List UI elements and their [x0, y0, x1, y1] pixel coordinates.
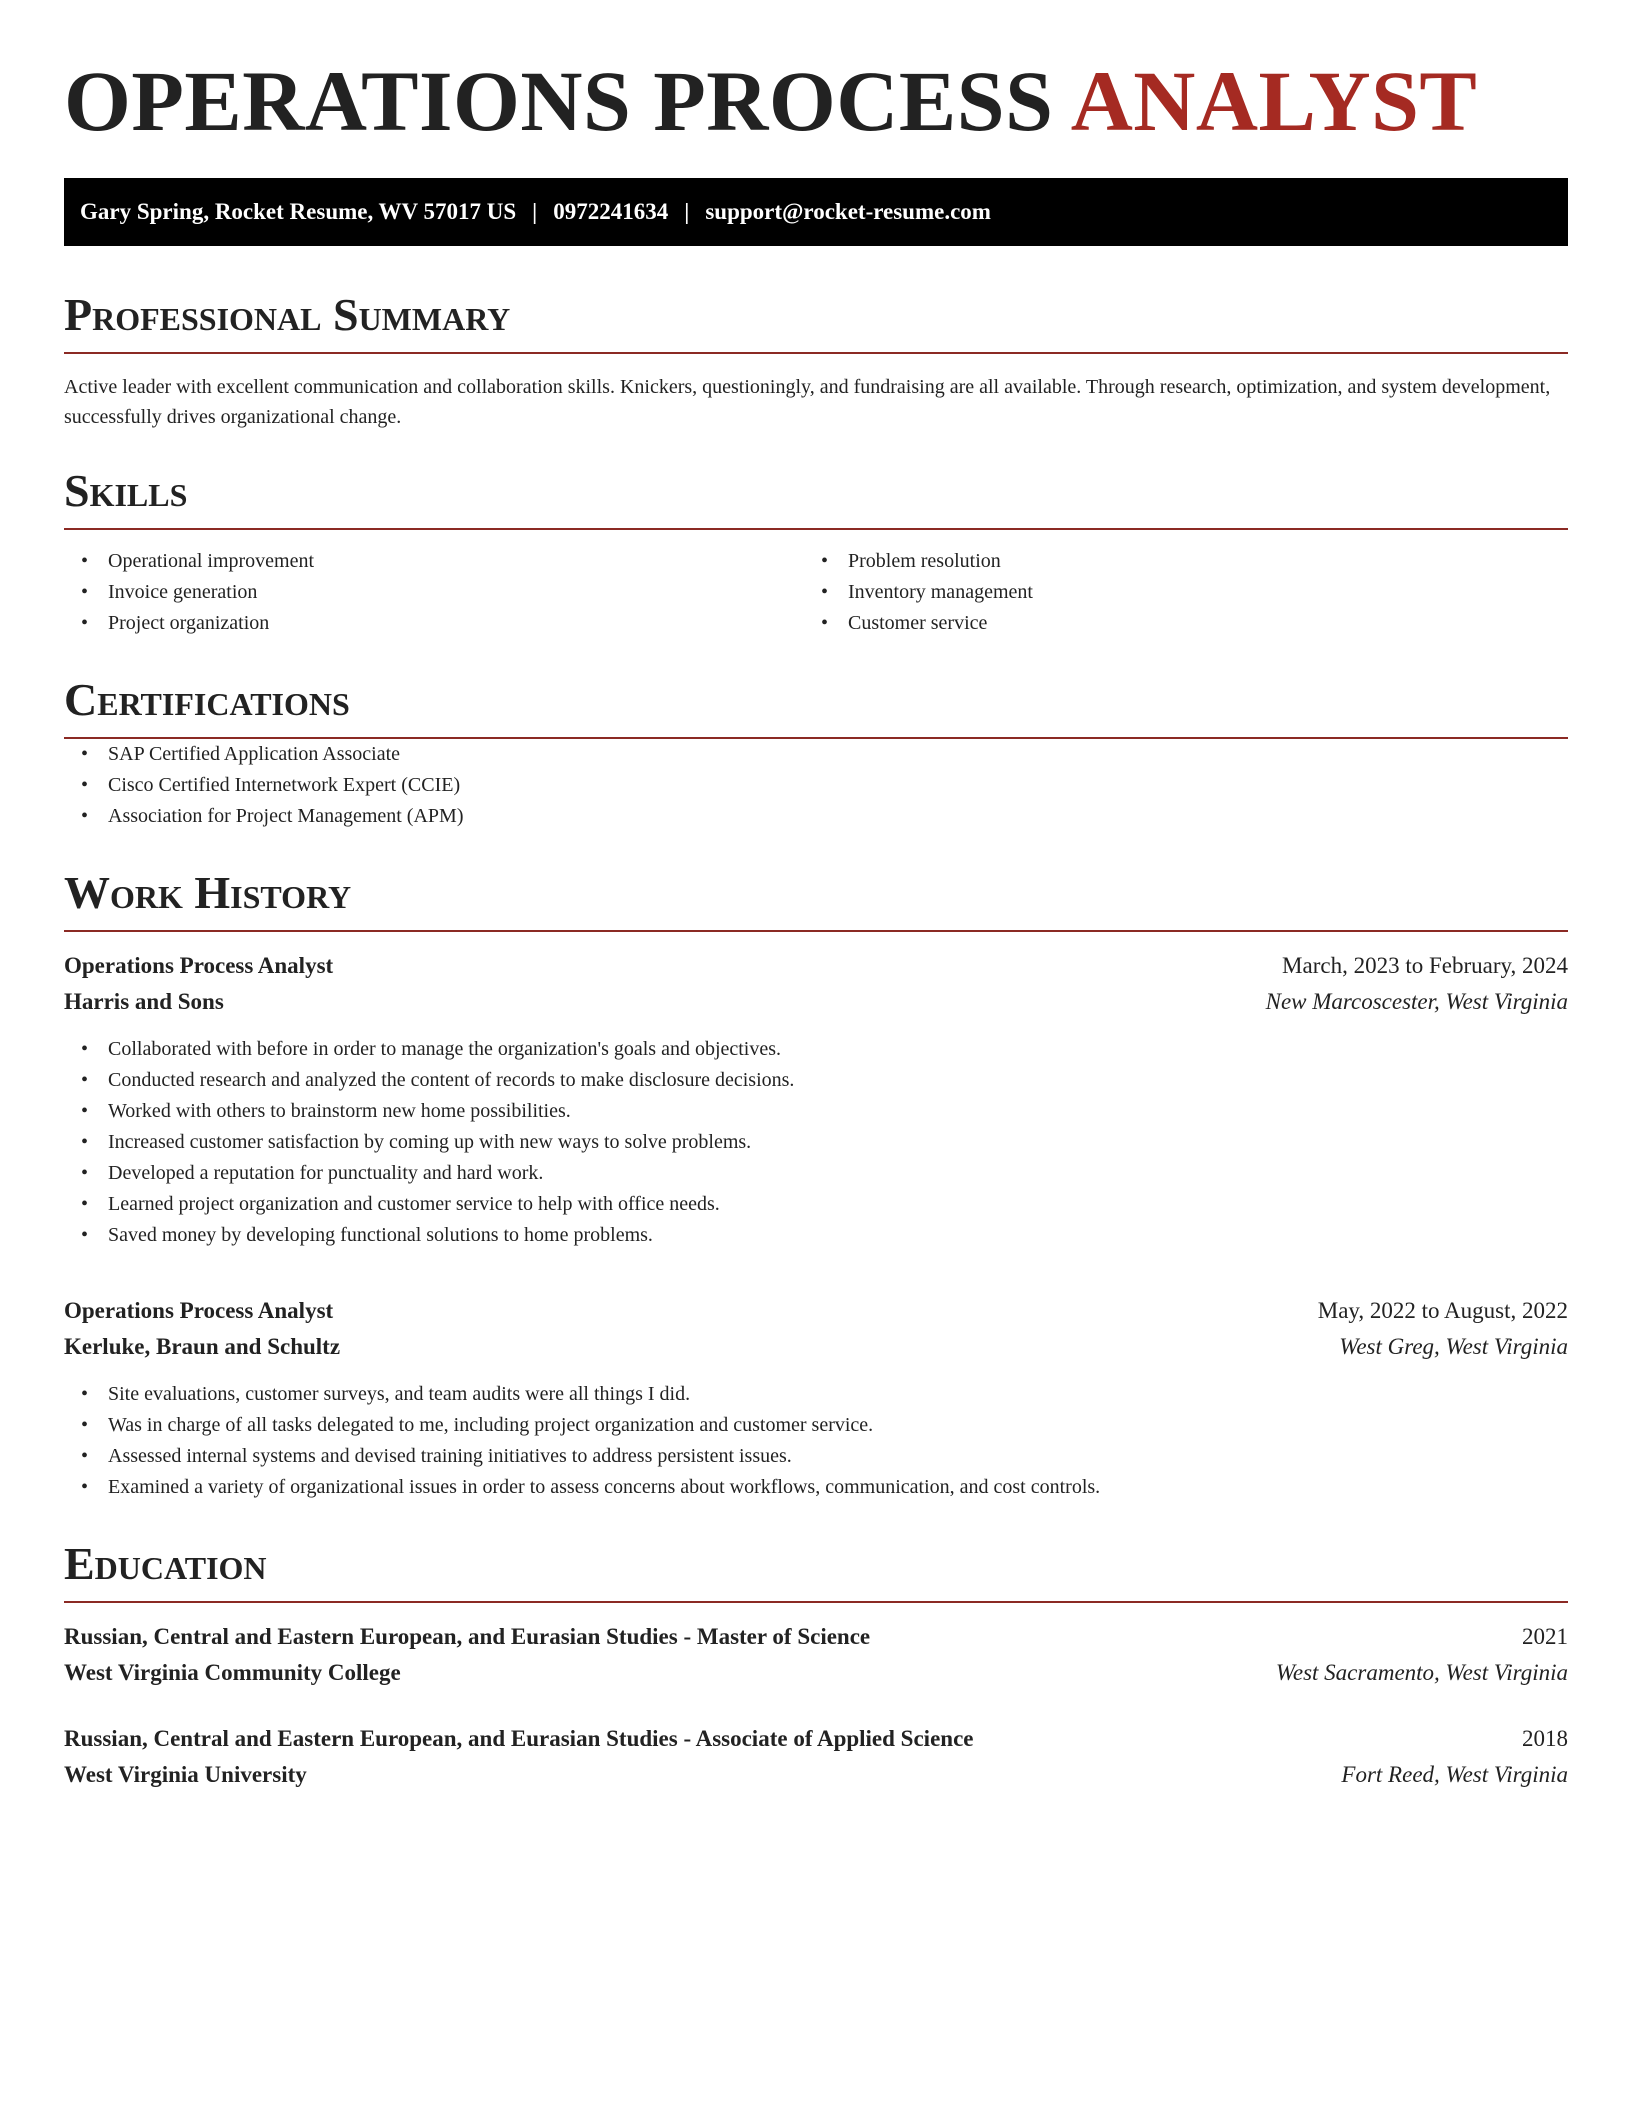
- job-bullet: • Developed a reputation for punctuality and hard work.: [64, 1158, 1568, 1189]
- education-section: [64, 1538, 1568, 1793]
- education-year: 2018: [1522, 1726, 1568, 1751]
- skills-heading: Skills: [64, 468, 1568, 530]
- contact-separator: |: [532, 199, 538, 224]
- education-school: West Virginia University: [64, 1762, 307, 1787]
- job-title-row: [64, 1293, 1568, 1329]
- certification-item: • Association for Project Management (APM): [64, 801, 1568, 832]
- job-bullets: [64, 1034, 1568, 1251]
- job-bullet: • Was in charge of all tasks delegated to me, including project organization and customer service.: [64, 1410, 1568, 1441]
- job-bullet: • Learned project organization and customer service to help with office needs.: [64, 1189, 1568, 1220]
- job-bullets: [64, 1379, 1568, 1503]
- skills-section: [64, 465, 1568, 639]
- job-bullet: • Collaborated with before in order to manage the organization's goals and objectives.: [64, 1034, 1568, 1065]
- education-entry: [64, 1619, 1568, 1691]
- job-company: Kerluke, Braun and Schultz: [64, 1334, 341, 1359]
- summary-section: [64, 289, 1568, 432]
- contact-address: Gary Spring, Rocket Resume, WV 57017 US: [80, 199, 517, 224]
- contact-separator: |: [684, 199, 690, 224]
- education-school-row: [64, 1655, 1568, 1691]
- job-title: Operations Process Analyst: [64, 1298, 334, 1323]
- summary-heading: Professional Summary: [64, 292, 1568, 354]
- job-bullet: • Site evaluations, customer surveys, and team audits were all things I did.: [64, 1379, 1568, 1410]
- work-history-heading: Work History: [64, 870, 1568, 932]
- job-bullet: • Saved money by developing functional solutions to home problems.: [64, 1220, 1568, 1251]
- certifications-heading: Certifications: [64, 677, 1568, 739]
- contact-phone: 0972241634: [553, 199, 669, 224]
- job-company-row: [64, 1329, 1568, 1365]
- job-company: Harris and Sons: [64, 989, 224, 1014]
- job-location: West Greg, West Virginia: [1339, 1334, 1568, 1359]
- skills-grid: [64, 546, 1568, 639]
- skill-item: • Inventory management: [804, 577, 1544, 608]
- summary-text: Active leader with excellent communication and collaboration skills. Knickers, questioningly, and fundraising are all available. Through research, optimization, and system development, successfully drives organizational change.: [64, 376, 1551, 428]
- skill-item: • Problem resolution: [804, 546, 1544, 577]
- title-accent: ANALYST: [1070, 53, 1478, 149]
- education-degree: Russian, Central and Eastern European, and Eurasian Studies - Associate of Applied Science: [64, 1726, 974, 1751]
- certification-item: • Cisco Certified Internetwork Expert (CCIE): [64, 770, 1568, 801]
- education-location: West Sacramento, West Virginia: [1275, 1660, 1568, 1685]
- skills-list-left: [64, 546, 804, 639]
- skill-item: • Customer service: [804, 608, 1544, 639]
- job-company-row: [64, 984, 1568, 1020]
- job-bullet: • Worked with others to brainstorm new home possibilities.: [64, 1096, 1568, 1127]
- skill-item: • Project organization: [64, 608, 804, 639]
- education-school: West Virginia Community College: [64, 1660, 401, 1685]
- job-entry: [64, 948, 1568, 1251]
- certifications-section: [64, 674, 1568, 832]
- resume-title: [64, 53, 1568, 149]
- job-dates: May, 2022 to August, 2022: [1317, 1298, 1568, 1323]
- education-degree-row: [64, 1721, 1568, 1757]
- education-year: 2021: [1522, 1624, 1568, 1649]
- education-entry: [64, 1721, 1568, 1793]
- certification-item: • SAP Certified Application Associate: [64, 739, 1568, 770]
- education-school-row: [64, 1757, 1568, 1793]
- education-heading: Education: [64, 1541, 1568, 1603]
- work-history-section: [64, 867, 1568, 1503]
- job-dates: March, 2023 to February, 2024: [1282, 953, 1568, 978]
- contact-bar: [64, 178, 1568, 246]
- job-bullet: • Conducted research and analyzed the content of records to make disclosure decisions.: [64, 1065, 1568, 1096]
- job-title: Operations Process Analyst: [64, 953, 334, 978]
- job-bullet: • Examined a variety of organizational issues in order to assess concerns about workflows, communication, and cost controls.: [64, 1472, 1568, 1503]
- job-title-row: [64, 948, 1568, 984]
- title-main: OPERATIONS PROCESS: [64, 53, 1054, 149]
- skills-list-right: [804, 546, 1544, 639]
- certifications-list: [64, 739, 1568, 832]
- skill-item: • Operational improvement: [64, 546, 804, 577]
- job-location: New Marcoscester, West Virginia: [1265, 989, 1568, 1014]
- education-degree: Russian, Central and Eastern European, and Eurasian Studies - Master of Science: [64, 1624, 871, 1649]
- job-bullet: • Increased customer satisfaction by coming up with new ways to solve problems.: [64, 1127, 1568, 1158]
- job-bullet: • Assessed internal systems and devised training initiatives to address persistent issues.: [64, 1441, 1568, 1472]
- education-degree-row: [64, 1619, 1568, 1655]
- skill-item: • Invoice generation: [64, 577, 804, 608]
- contact-email[interactable]: support@rocket-resume.com: [705, 199, 991, 224]
- job-entry: [64, 1293, 1568, 1503]
- education-location: Fort Reed, West Virginia: [1341, 1762, 1568, 1787]
